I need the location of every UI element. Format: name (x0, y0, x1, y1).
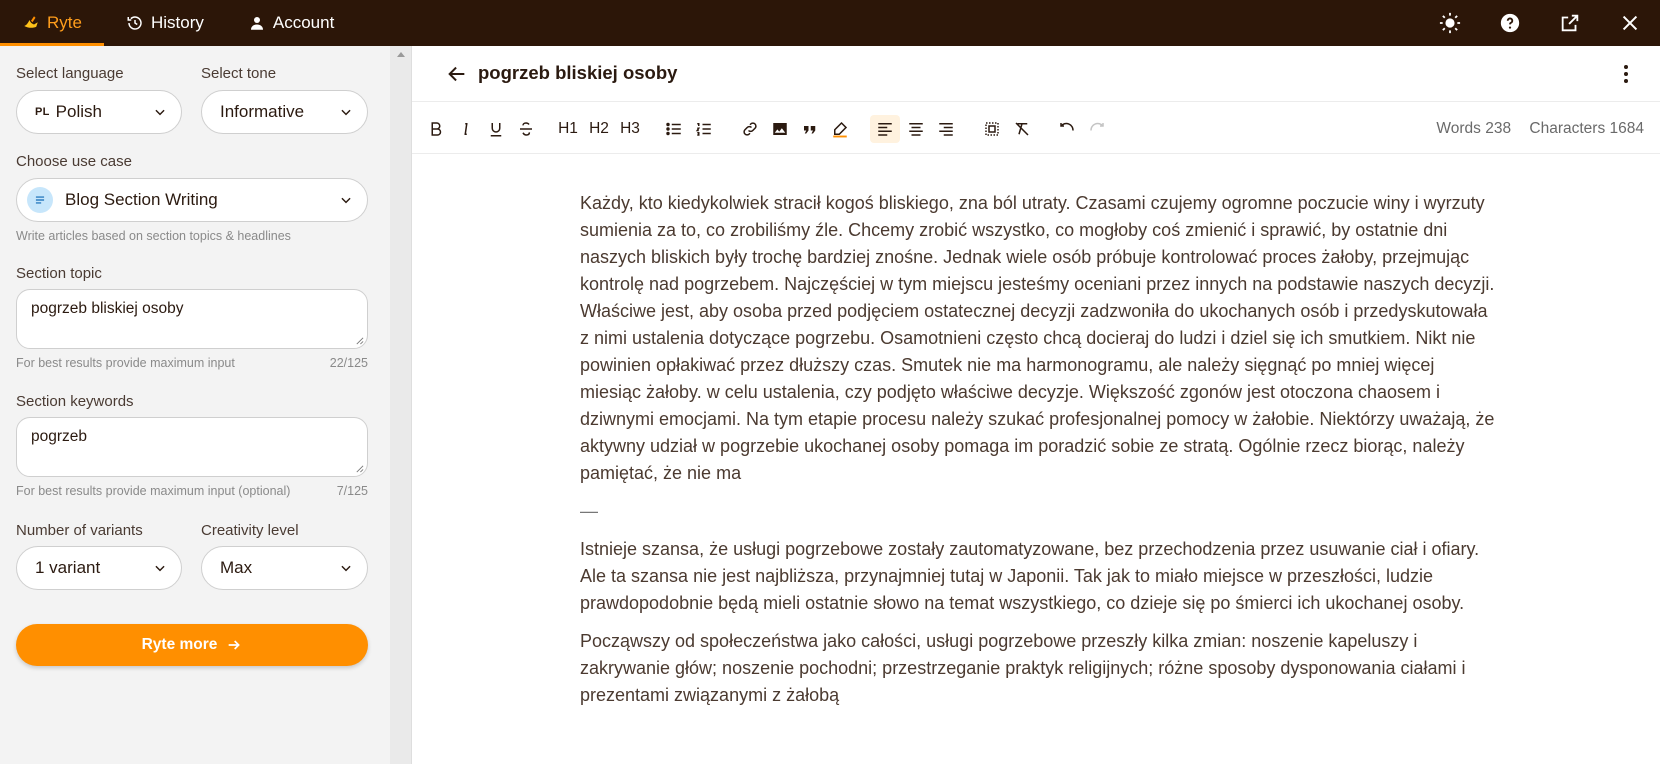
select-all-button[interactable] (978, 115, 1006, 143)
language-value: Polish (55, 102, 102, 121)
document-title: pogrzeb bliskiej osoby (478, 62, 678, 83)
align-left-icon (876, 120, 894, 138)
paragraph[interactable]: Istnieje szansa, że usługi pogrzebowe zostały zautomatyzowane, bez przechodzenia przez usuwanie ciał i ofiary. Ale ta szansa nie jest najbliższa, przynajmniej tutaj w Japonii. Tak jak to miało miejsce w przeszłości, ludzie prawdopodobnie będą mieli ostatnie słowo na temat wszystkiego, co dzieje się po śmierci ich ukochanej osoby. (580, 539, 1480, 613)
link-button[interactable] (736, 115, 764, 143)
language-label: Select language (16, 65, 124, 82)
chevron-down-icon (339, 193, 353, 207)
link-icon (741, 120, 759, 138)
account-icon (248, 14, 266, 32)
redo-button[interactable] (1083, 115, 1111, 143)
section-topic-counter: 22/125 (329, 356, 368, 370)
document-header (412, 46, 1660, 102)
creativity-value: Max (220, 558, 253, 577)
use-case-hint: Write articles based on section topics & headlines (16, 229, 291, 243)
close-button[interactable] (1600, 0, 1660, 46)
clear-format-button[interactable] (1008, 115, 1036, 143)
strikethrough-button[interactable] (512, 115, 540, 143)
top-bar (0, 0, 1660, 46)
resize-grip-icon[interactable] (355, 336, 364, 345)
image-icon (771, 120, 789, 138)
undo-icon (1058, 120, 1076, 138)
separator: — (580, 501, 598, 521)
editor-panel (412, 46, 1660, 764)
editor-content[interactable] (580, 190, 1500, 720)
section-keywords-value: pogrzeb (31, 428, 88, 445)
ryte-more-button[interactable] (16, 624, 368, 666)
theme-toggle-button[interactable] (1420, 0, 1480, 46)
bold-button[interactable] (422, 115, 450, 143)
h1-label: H1 (558, 120, 578, 137)
section-keywords-hint: For best results provide maximum input (optional) (16, 484, 291, 498)
more-options-icon[interactable] (1614, 62, 1638, 86)
strikethrough-icon (517, 120, 535, 138)
help-button[interactable] (1480, 0, 1540, 46)
select-all-icon (983, 120, 1001, 138)
align-center-icon (907, 120, 925, 138)
section-topic-input[interactable] (16, 289, 368, 349)
numbered-list-button[interactable] (690, 115, 718, 143)
bold-icon (427, 120, 445, 138)
ryte-logo-icon (22, 14, 40, 32)
chevron-down-icon (153, 561, 167, 575)
align-left-button[interactable] (870, 115, 900, 143)
tab-history-label: History (150, 13, 204, 32)
chevron-down-icon (153, 105, 167, 119)
quote-button[interactable] (796, 115, 824, 143)
h2-label: H2 (589, 120, 609, 137)
italic-button[interactable] (452, 115, 480, 143)
heading3-button[interactable] (615, 115, 645, 143)
align-right-icon (937, 120, 955, 138)
tab-history[interactable] (104, 0, 226, 46)
underline-button[interactable] (482, 115, 510, 143)
document-stats (1422, 120, 1644, 138)
numbered-list-icon (695, 120, 713, 138)
variants-select[interactable] (16, 546, 182, 590)
theme-sun-icon (1439, 12, 1461, 34)
resize-grip-icon[interactable] (355, 464, 364, 473)
undo-button[interactable] (1053, 115, 1081, 143)
settings-sidebar (0, 46, 390, 764)
italic-icon (457, 120, 475, 138)
quote-icon (801, 120, 819, 138)
tone-label: Select tone (201, 65, 277, 82)
formatting-toolbar (412, 102, 1660, 154)
help-icon (1499, 12, 1521, 34)
align-center-button[interactable] (902, 115, 930, 143)
back-arrow-icon[interactable] (446, 63, 468, 85)
variants-label: Number of variants (16, 522, 143, 539)
tab-account[interactable] (226, 0, 356, 46)
creativity-label: Creativity level (201, 522, 299, 539)
use-case-select[interactable] (16, 178, 368, 222)
word-count: Words 238 (1436, 120, 1512, 137)
variants-value: 1 variant (35, 558, 101, 577)
section-keywords-counter: 7/125 (336, 484, 368, 498)
section-keywords-label: Section keywords (16, 393, 134, 410)
highlight-button[interactable] (826, 115, 854, 143)
tab-ryte[interactable] (0, 0, 104, 46)
redo-icon (1088, 120, 1106, 138)
language-select[interactable] (16, 90, 182, 134)
highlight-pen-icon (831, 120, 849, 138)
chevron-down-icon (339, 561, 353, 575)
section-topic-label: Section topic (16, 265, 102, 282)
heading1-button[interactable] (553, 115, 583, 143)
section-topic-value: pogrzeb bliskiej osoby (31, 300, 184, 317)
tone-value: Informative (220, 102, 305, 121)
section-topic-hint: For best results provide maximum input (16, 356, 235, 370)
sidebar-scrollbar[interactable] (390, 46, 412, 764)
chevron-down-icon (339, 105, 353, 119)
character-count: Characters 1684 (1529, 120, 1644, 137)
section-keywords-input[interactable] (16, 417, 368, 477)
align-right-button[interactable] (932, 115, 960, 143)
top-actions (1420, 0, 1660, 46)
bullet-list-button[interactable] (660, 115, 688, 143)
heading2-button[interactable] (584, 115, 614, 143)
scroll-up-arrow-icon[interactable] (397, 52, 405, 57)
tab-account-label: Account (272, 13, 335, 32)
history-icon (126, 14, 144, 32)
arrow-right-icon (226, 637, 242, 653)
h3-label: H3 (620, 120, 640, 137)
close-icon (1619, 12, 1641, 34)
ryte-more-label: Ryte more (141, 636, 218, 653)
underline-icon (487, 120, 505, 138)
paragraph[interactable]: Każdy, kto kiedykolwiek stracił kogoś bliskiego, zna ból utraty. Czasami czujemy ogromne poczucie winy i wyrzuty sumienia za to, co zrobiliśmy źle. Chcemy zrobić wszystko, co mogłoby coś zmienić i sprawić, by ostatnie dni naszych bliskich były trochę bardziej znośne. Jednak wiele osób próbuje kontrolować proces żałoby, przejmując kontrolę nad pogrzebem. Najczęściej w tym miejscu jesteśmy oceniani przez innych na podstawie naszych decyzji. Właściwe jest, aby osoba przed podjęciem ostatecznej decyzji zadzwoniła do ukochanych osób i przedyskutowała z nimi ustalenia dotyczące pogrzebu. Osamotnieni często chcą docieraj do ludzi i dziel się ich smutkiem. Nikt nie powinien opłakiwać przez dłuższy czas. Smutek nie ma harmonogramu, ale należy sięgnąć po mniej więcej miesiąc żałoby. w celu ustalenia, czy podjęto właściwe decyzje. Większość zgonów jest otoczona chaosem i dziwnymi emocjami. Na tym etapie procesu należy szukać profesjonalnej pomocy w żałobie. Niektórzy uważają, że aktywny udział w pogrzebie ukochanej osoby pomaga im poradzić sobie ze stratą. Ogólnie rzecz biorąc, należy pamiętać, że nie ma (580, 193, 1495, 483)
image-button[interactable] (766, 115, 794, 143)
creativity-select[interactable] (201, 546, 368, 590)
tone-select[interactable] (201, 90, 368, 134)
blog-section-icon (27, 187, 53, 213)
clear-format-icon (1013, 120, 1031, 138)
bullet-list-icon (665, 120, 683, 138)
tab-ryte-label: Ryte (47, 13, 82, 32)
open-external-button[interactable] (1540, 0, 1600, 46)
language-flag-badge: PL (35, 106, 50, 118)
open-external-icon (1559, 12, 1581, 34)
paragraph[interactable]: Począwszy od społeczeństwa jako całości, usługi pogrzebowe przeszły kilka zmian: noszenie kapeluszy i zakrywanie głów; noszenie pochodni; przestrzeganie praktyk religijnych; różne sposoby dysponowania ciałami i prezentami związanymi z żałobą (580, 631, 1466, 705)
use-case-value: Blog Section Writing (65, 190, 218, 209)
use-case-label: Choose use case (16, 153, 132, 170)
